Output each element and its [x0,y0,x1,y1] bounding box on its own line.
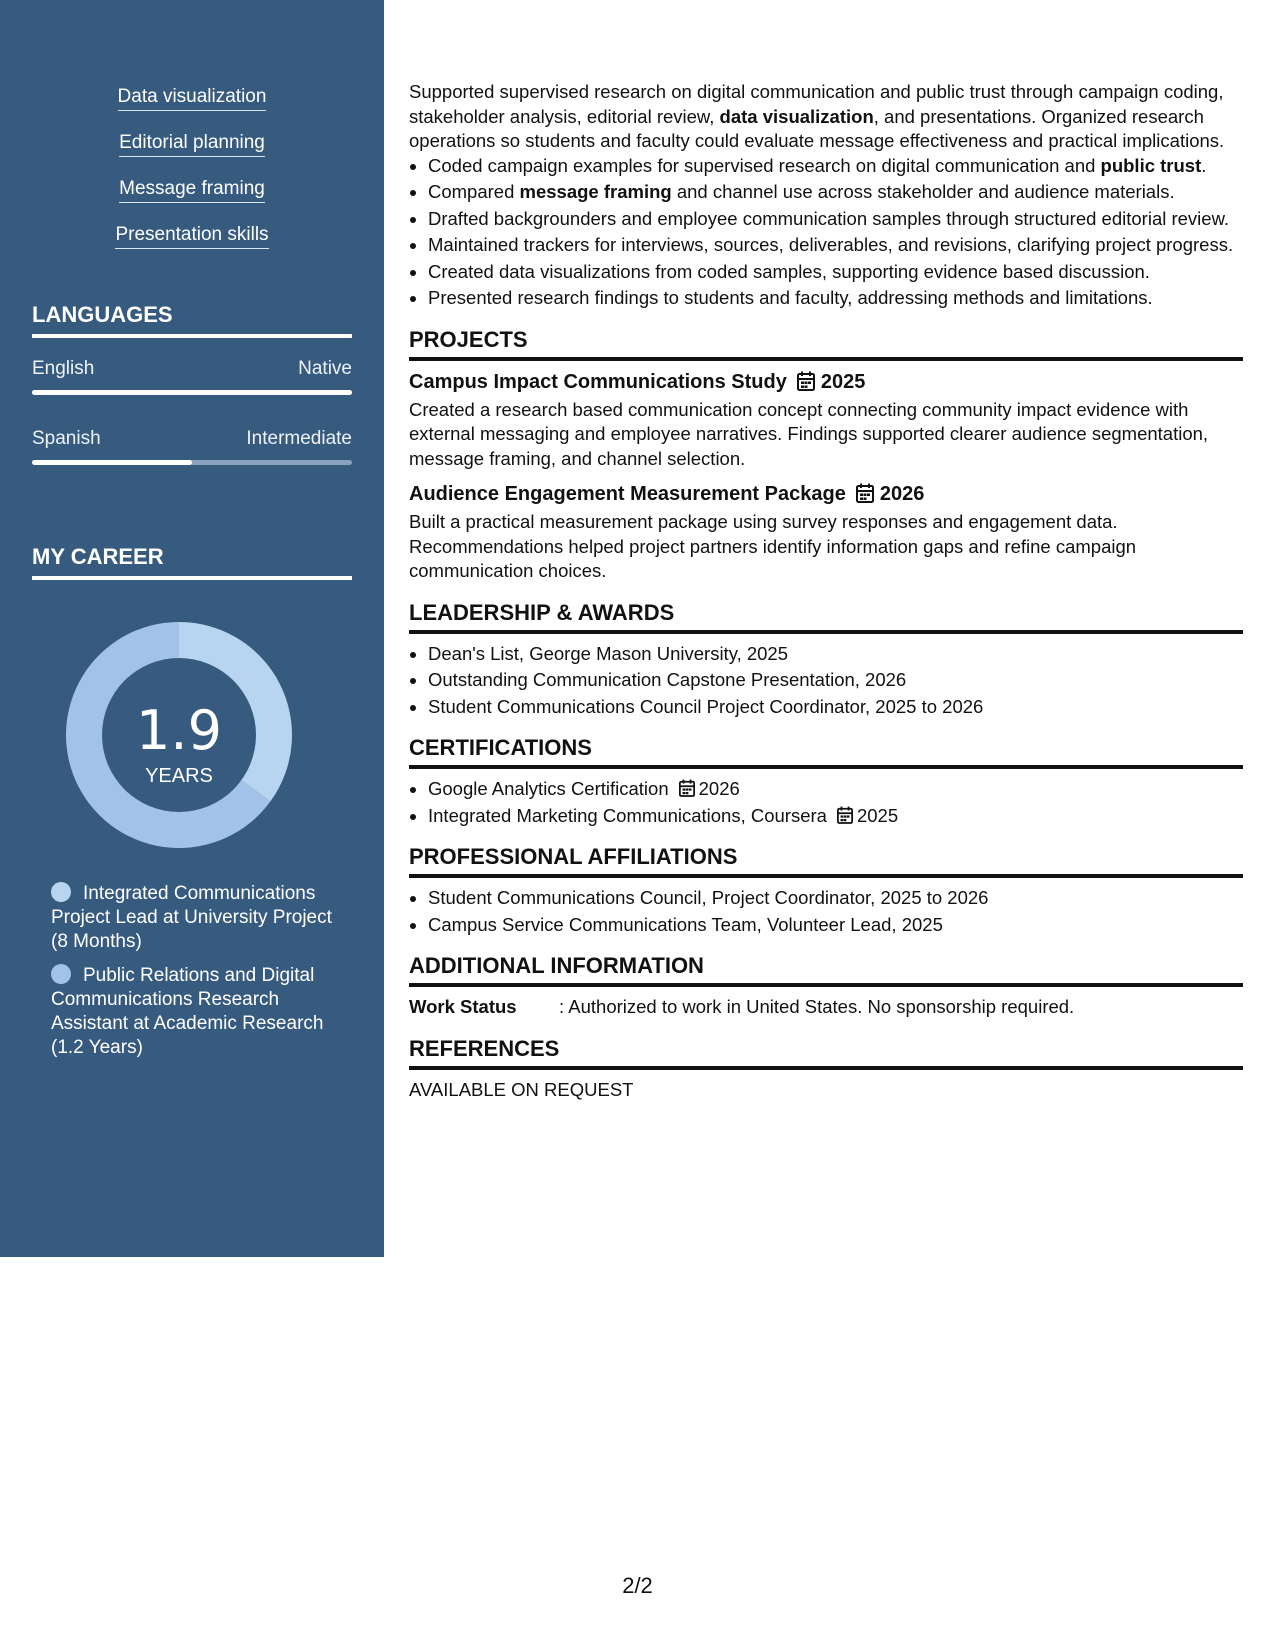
language-bar [32,460,352,465]
affiliations-list [409,886,1243,937]
list-item: • Campus Service Communications Team, Volunteer Lead, 2025 [428,913,1243,938]
skill-tag: Editorial planning [119,132,265,157]
language-name: Spanish [32,428,101,449]
language-name: English [32,358,95,379]
summary-keyword: data visualization [719,105,874,127]
legend-dot [51,882,71,902]
summary-text: , and presentations. Organized research operations so students and faculty could evaluate message effectiveness and practical implications. [409,105,1225,151]
calendar-icon [837,806,853,824]
project-description: Created a research based communication concept connecting community impact evidence with external messaging and employee narratives. Findings supported clearer audience segmentation, message framing, and channel selection. [409,398,1209,469]
bullet-keyword: public trust [1100,154,1202,176]
project-title: Audience Engagement Measurement Package [409,483,846,505]
leadership-list [409,642,1243,720]
project-description: Built a practical measurement package using survey responses and engagement data. Recommendations helped project partners identify information gaps and refine campaign communication choices. [409,511,1137,581]
calendar-icon [856,483,874,503]
list-item [428,804,1243,829]
work-status-label: Work Status [409,996,517,1017]
certification-year: 2025 [856,804,899,826]
skill-tag: Presentation skills [115,224,268,249]
language-bar-fill [32,460,192,465]
references-heading: REFERENCES [409,1035,1243,1070]
project-title-row [409,369,1243,395]
projects-heading: PROJECTS [409,326,1243,361]
list-item [428,180,1243,205]
legend-dot [51,964,71,984]
career-item [51,882,341,954]
career-item-text: Integrated Communications Project Lead at University Project (8 Months) [51,883,332,952]
languages-heading: LANGUAGES [32,302,352,338]
summary-text: Supported supervised research on digital communication and public trust through campaign coding, stakeholder analysis, editorial review, [409,81,1224,127]
language-level: Intermediate [246,428,352,449]
list-item [428,777,1243,802]
list-item: • Student Communications Council, Project Coordinator, 2025 to 2026 [428,886,1243,911]
calendar-icon [797,371,815,391]
career-donut-chart [66,622,292,848]
certifications-heading: CERTIFICATIONS [409,734,1243,769]
project-title: Campus Impact Communications Study [409,370,787,393]
list-item: • Maintained trackers for interviews, sources, deliverables, and revisions, clarifying project progress. [428,233,1243,258]
career-item [51,964,341,1060]
language-level: Native [298,358,352,379]
career-total-unit: YEARS [145,765,213,787]
career-total-value: 1.9 [136,699,222,762]
career-list [51,882,341,1070]
sidebar [0,0,384,1257]
calendar-icon [679,779,695,797]
page-number: 2/2 [622,1573,653,1598]
language-bar [32,390,352,395]
additional-info-heading: ADDITIONAL INFORMATION [409,952,1243,987]
career-heading: MY CAREER [32,544,352,580]
leadership-heading: LEADERSHIP & AWARDS [409,599,1243,634]
language-bar-fill [32,390,352,395]
list-item: • Outstanding Communication Capstone Presentation, 2026 [428,668,1243,693]
language-row [32,358,352,380]
skills-list [0,86,384,270]
bullet-text: . [1201,154,1207,176]
project-year: 2026 [879,483,925,505]
list-item [428,154,1243,179]
work-status-value: : Authorized to work in United States. No sponsorship required. [559,996,1075,1017]
bullet-keyword: message framing [519,181,672,202]
bullet-text: and channel use across stakeholder and audience materials. [671,181,1175,202]
work-status-row [409,995,1243,1020]
certification-name: Integrated Marketing Communications, Coursera [428,804,827,826]
experience-summary [409,80,1243,154]
bullet-text: Compared [428,181,520,202]
list-item: • Presented research findings to students and faculty, addressing methods and limitations. [428,286,1243,311]
affiliations-heading: PROFESSIONAL AFFILIATIONS [409,843,1243,878]
experience-bullets [409,154,1243,311]
project-year: 2025 [820,370,866,393]
project-title-row [409,481,1243,507]
list-item: • Dean's List, George Mason University, 2025 [428,642,1243,667]
main-content [409,80,1243,1102]
skill-tag: Data visualization [118,86,267,111]
bullet-text: Coded campaign examples for supervised research on digital communication and [428,154,1101,176]
career-item-text: Public Relations and Digital Communications Research Assistant at Academic Research (1.2 Years) [51,965,324,1058]
skill-tag: Message framing [119,178,265,203]
certification-year: 2026 [698,778,740,799]
list-item: • Created data visualizations from coded samples, supporting evidence based discussion. [428,260,1243,285]
language-row [32,428,352,450]
references-text: AVAILABLE ON REQUEST [409,1078,634,1100]
list-item: • Student Communications Council Project Coordinator, 2025 to 2026 [428,695,1243,720]
certification-name: Google Analytics Certification [428,778,669,799]
list-item: • Drafted backgrounders and employee communication samples through structured editorial review. [428,207,1243,232]
certifications-list [409,777,1243,828]
